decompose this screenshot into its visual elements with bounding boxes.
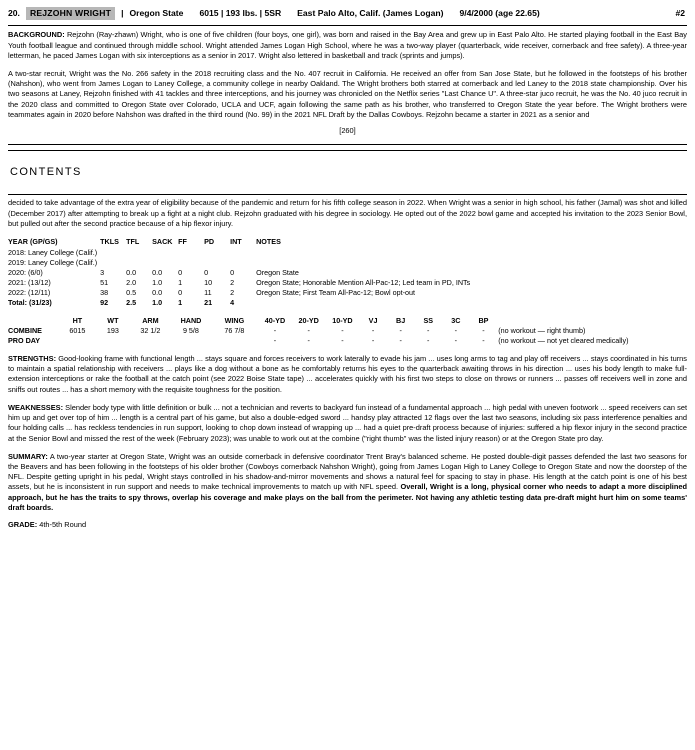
- combine-40yd: -: [273, 326, 277, 336]
- stats-ff: [178, 248, 204, 258]
- header-divider: [8, 25, 687, 26]
- proday-ht: [60, 336, 98, 346]
- combine-wt: 193: [106, 326, 119, 336]
- stats-sack: 1.0: [152, 277, 163, 287]
- combine-20yd: -: [307, 326, 310, 336]
- combine-results-table: [8, 316, 687, 347]
- player-birthdate: 9/4/2000 (age 22.65): [459, 8, 540, 18]
- weaknesses-label: WEAKNESSES:: [8, 402, 64, 412]
- summary-section: [8, 452, 687, 513]
- stats-tfl: 2.0: [126, 277, 137, 287]
- grade-label: GRADE:: [8, 520, 38, 530]
- stats-pd: 0: [204, 267, 209, 277]
- stats-tkls: 3: [100, 267, 105, 277]
- table-row-total: [8, 298, 687, 308]
- table-row: [8, 336, 687, 346]
- combine-col-wt: WT: [107, 315, 119, 325]
- combine-ss: -: [427, 326, 430, 336]
- player-hometown: East Palo Alto, Calif. (James Logan): [297, 8, 444, 18]
- stats-notes: Oregon State; First Team All-Pac-12; Bowl opt-out: [256, 287, 415, 297]
- proday-wt: [97, 336, 131, 346]
- combine-col-blank: [8, 316, 60, 327]
- combine-col-ss: SS: [423, 315, 434, 325]
- player-school: Oregon State: [129, 8, 184, 18]
- table-row: [8, 258, 687, 268]
- background-text-1: Rejzohn (Ray-zhawn) Wright, who is one of five children (four boys, one girl), was born and raised in the Bay Area and grew up in East Palo Alto. He started playing football in the East Bay Youth football league and continued through middle school. Wright attended James Logan High School, where he was a two-way player (quarterback, wide receiver, cornerback and free safety). A three-year letterman, he paced James Logan with six interceptions as a senior in 2017. Wright also lettered in basketball and track (sprints and jumps).: [8, 30, 687, 60]
- stats-tfl: 2.5: [126, 297, 137, 307]
- background-paragraph-2: A two-star recruit, Wright was the No. 266 safety in the 2018 recruiting class and the No. 407 recruit in California. He received an offer from San Jose State, but he followed in the footsteps of his brother (Nahshon), who went from James Logan to Laney College, a community college in nearby Oakland. The Wright brothers both starred at cornerback and led Laney to the 2018 state championship. Over his two seasons at Laney, Rejzohn finished with 41 tackles and three interceptions, and his journey was chronicled on the Netflix series "Last Chance U". A three-star juco recruit, he was the No. 40 juco recruit in the 2020 class and committed to Oregon State over Colorado, UCLA and UCF, again following the same path as his brother, who transferred to Oregon State the year before. The Wright brothers were teammates again in 2020 before Nahshon was drafted in the third round (No. 99) in the 2021 NFL Draft by the Dallas Cowboys. Rejzohn became a starter in 2021 as a senior and: [8, 69, 687, 119]
- combine-ht: 6015: [69, 326, 86, 336]
- stats-ff: 0: [178, 287, 183, 297]
- strengths-section: [8, 354, 687, 395]
- stats-pd: 21: [204, 297, 213, 307]
- stats-col-pd: PD: [204, 237, 215, 247]
- stats-tkls: 51: [100, 277, 109, 287]
- stats-int: [230, 248, 256, 258]
- table-row: [8, 288, 687, 298]
- stats-col-int: INT: [230, 237, 242, 247]
- stats-int: 2: [230, 287, 235, 297]
- table-row: [8, 326, 687, 336]
- combine-col-bp: BP: [478, 315, 489, 325]
- stats-sack: 1.0: [152, 297, 163, 307]
- proday-note: (no workout — not yet cleared medically): [498, 336, 629, 346]
- player-measurables: 6015 | 193 lbs. | 5SR: [199, 8, 282, 18]
- player-name: REJZOHN WRIGHT: [26, 7, 115, 20]
- stats-col-tkls: TKLS: [100, 237, 119, 247]
- stats-notes: Oregon State; Honorable Mention All-Pac-12; Led team in PD, INTs: [256, 277, 471, 287]
- career-stats-table: [8, 237, 687, 308]
- stats-int: [230, 258, 256, 268]
- stats-year: 2021: (13/12): [8, 277, 51, 287]
- stats-header-row: [8, 237, 687, 248]
- proday-bp: -: [482, 336, 485, 346]
- stats-col-tfl: TFL: [126, 237, 140, 247]
- proday-40yd: -: [273, 336, 277, 346]
- combine-col-bj: BJ: [396, 315, 406, 325]
- proday-10yd: -: [341, 336, 344, 346]
- combine-col-wing: WING: [224, 315, 245, 325]
- stats-tfl: [126, 258, 152, 268]
- weaknesses-text: Slender body type with little definition or bulk ... not a technician and reverts to backyard fun instead of a fundamental approach ... high pedal with uneven footwork ... speed receivers can set him up and get over top of him ... length is a central part of his game, but also a double-edged sword ... handsy play attracted 12 flags over the last two seasons, including six pass interference penalties and four holding calls ... has reckless tendencies in run support, looking to chop down instead of wrapping up ... had a quiet pre-draft process because of injuries: suffered a hip flexor injury in the second practice at the Senior Bowl and missed the rest of the week (February 2023); was unable to work out at the combine ("right thumb" was the listed injury reason) or at the Oregon State pro day.: [8, 402, 687, 443]
- stats-int: 4: [230, 297, 235, 307]
- stats-pd: [204, 258, 230, 268]
- grade-value: 4th-5th Round: [37, 520, 87, 530]
- stats-col-notes: NOTES: [256, 237, 281, 247]
- stats-col-year: YEAR (GP/GS): [8, 237, 58, 247]
- proday-vj: -: [371, 336, 375, 346]
- stats-ff: 0: [178, 267, 183, 277]
- stats-col-ff: FF: [178, 237, 187, 247]
- table-row: [8, 268, 687, 278]
- background-label: BACKGROUND:: [8, 30, 65, 40]
- proday-hand: [172, 336, 212, 346]
- combine-col-40yd: 40-YD: [264, 315, 286, 325]
- stats-sack: 0.0: [152, 267, 163, 277]
- grade-section: [8, 520, 687, 530]
- contents-heading: CONTENTS: [10, 165, 82, 178]
- proday-row-label: PRO DAY: [8, 336, 41, 346]
- contents-divider: [8, 194, 687, 195]
- combine-wing: 76 7/8: [224, 326, 245, 336]
- section-divider-band: [8, 144, 687, 151]
- combine-vj: -: [371, 326, 375, 336]
- stats-tkls: [100, 258, 126, 268]
- proday-3c: -: [454, 336, 458, 346]
- player-jersey-number: #2: [675, 8, 685, 18]
- stats-sack: 0.0: [152, 287, 163, 297]
- combine-col-20yd: 20-YD: [298, 315, 319, 325]
- stats-col-sack: SACK: [152, 237, 173, 247]
- stats-year: Total: (31/23): [8, 297, 52, 307]
- stats-int: 0: [230, 267, 235, 277]
- proday-20yd: -: [307, 336, 310, 346]
- player-header: [8, 6, 687, 22]
- stats-year: 2022: (12/11): [8, 287, 51, 297]
- summary-label: SUMMARY:: [8, 451, 48, 461]
- combine-row-label: COMBINE: [8, 326, 42, 336]
- stats-ff: 1: [178, 277, 183, 287]
- combine-bp: -: [482, 326, 485, 336]
- stats-tkls: 38: [100, 287, 109, 297]
- background-continuation: decided to take advantage of the extra year of eligibility because of the pandemic and return for his fifth college season in 2022. When Wright was a senior in high school, his father (Jamal) was shot and killed (December 2017) after attempting to break up a fight at a night club. Rejzohn graduated with his degree in sociology. He opted out of the 2022 bowl game and accepted his invitation to the 2023 Senior Bowl, but pulled out after the second practice because of a hip flexor injury.: [8, 198, 687, 228]
- stats-pd: 11: [204, 287, 212, 297]
- combine-10yd: -: [341, 326, 344, 336]
- stats-sack: [152, 248, 178, 258]
- proday-ss: -: [427, 336, 430, 346]
- stats-year: 2018: Laney College (Calif.): [8, 247, 98, 257]
- header-separator: |: [121, 8, 124, 18]
- stats-ff: [178, 258, 204, 268]
- combine-col-3c: 3C: [451, 315, 461, 325]
- stats-tfl: [126, 248, 152, 258]
- summary-conclusion: Overall, Wright is a long, physical corner who needs to adapt a more disciplined approach, but he has the traits to spy throws, overlap his coverage and make plays on the ball from the perimeter. Not having any athletic testing data pre-draft might hurt him on some teams' draft boards.: [8, 482, 687, 512]
- stats-notes: [256, 248, 687, 258]
- stats-tkls: [100, 248, 126, 258]
- stats-notes: [256, 298, 687, 308]
- combine-col-10yd: 10-YD: [332, 315, 353, 325]
- strengths-label: STRENGTHS:: [8, 354, 57, 364]
- stats-ff: 1: [178, 297, 183, 307]
- combine-arm: 32 1/2: [140, 326, 161, 336]
- summary-text: A two-year starter at Oregon State, Wright was an outside cornerback in defensive coordinator Trent Bray's balanced scheme. He posted double-digit passes defended the last two seasons for the Beavers and has been following in the footsteps of his older brother (Cowboys cornerback Nahshon Wright), going from James Logan High to Laney College to Oregon State and now the doorstep of the NFL. Despite getting upright in his pedal, Wright stays controlled in his shadow-and-mirror movements and shows a natural feel for spacing to stay in phase. His length at the catch point is one of his best assets, but he is inconsistent in run support and needs to make technical improvements to match up with NFL speed.: [8, 451, 687, 492]
- strengths-text: Good-looking frame with functional length ... stays square and forces receivers to work laterally to evade his jam ... uses long arms to tag and play off receivers ... stays coordinated in his turns to maintain a spatial relationship with receivers ... plays like a dog without a bone as he comfortably returns his eyes to the quarterback awaiting throws in his direction ... uses his body length to make full-extension interceptions or rake the football at the catch point (see 2022 Boise State tape) ... accelerates quickly with his first two steps to close on throws or runners ... passes off receivers well in zone and sniffs out routes ... has a short memory with the requisite toughness for the position.: [8, 354, 687, 394]
- proday-bj: -: [399, 336, 402, 346]
- combine-col-hand: HAND: [180, 315, 202, 325]
- combine-col-ht: HT: [72, 315, 83, 325]
- stats-sack: [152, 258, 178, 268]
- player-rank: 20.: [8, 8, 20, 18]
- background-paragraph-1: [8, 30, 687, 61]
- combine-3c: -: [454, 326, 458, 336]
- stats-year: 2020: (6/0): [8, 267, 43, 277]
- stats-tfl: 0.5: [126, 287, 137, 297]
- proday-wing: [212, 336, 259, 346]
- page-reference: [260]: [339, 126, 356, 136]
- stats-int: 2: [230, 277, 235, 287]
- combine-col-arm: ARM: [142, 315, 159, 325]
- stats-pd: [204, 248, 230, 258]
- combine-col-vj: VJ: [368, 315, 378, 325]
- stats-notes: [256, 258, 687, 268]
- stats-tkls: 92: [100, 297, 109, 307]
- combine-note: (no workout — right thumb): [498, 326, 586, 336]
- proday-arm: [131, 336, 173, 346]
- stats-pd: 10: [204, 277, 213, 287]
- combine-col-note: [498, 316, 687, 327]
- stats-notes: Oregon State: [256, 267, 299, 277]
- combine-bj: -: [399, 326, 402, 336]
- combine-hand: 9 5/8: [182, 326, 199, 336]
- stats-year: 2019: Laney College (Calif.): [8, 257, 98, 267]
- table-row: [8, 248, 687, 258]
- stats-tfl: 0.0: [126, 267, 137, 277]
- weaknesses-section: [8, 403, 687, 444]
- table-row: [8, 278, 687, 288]
- combine-header-row: [8, 316, 687, 327]
